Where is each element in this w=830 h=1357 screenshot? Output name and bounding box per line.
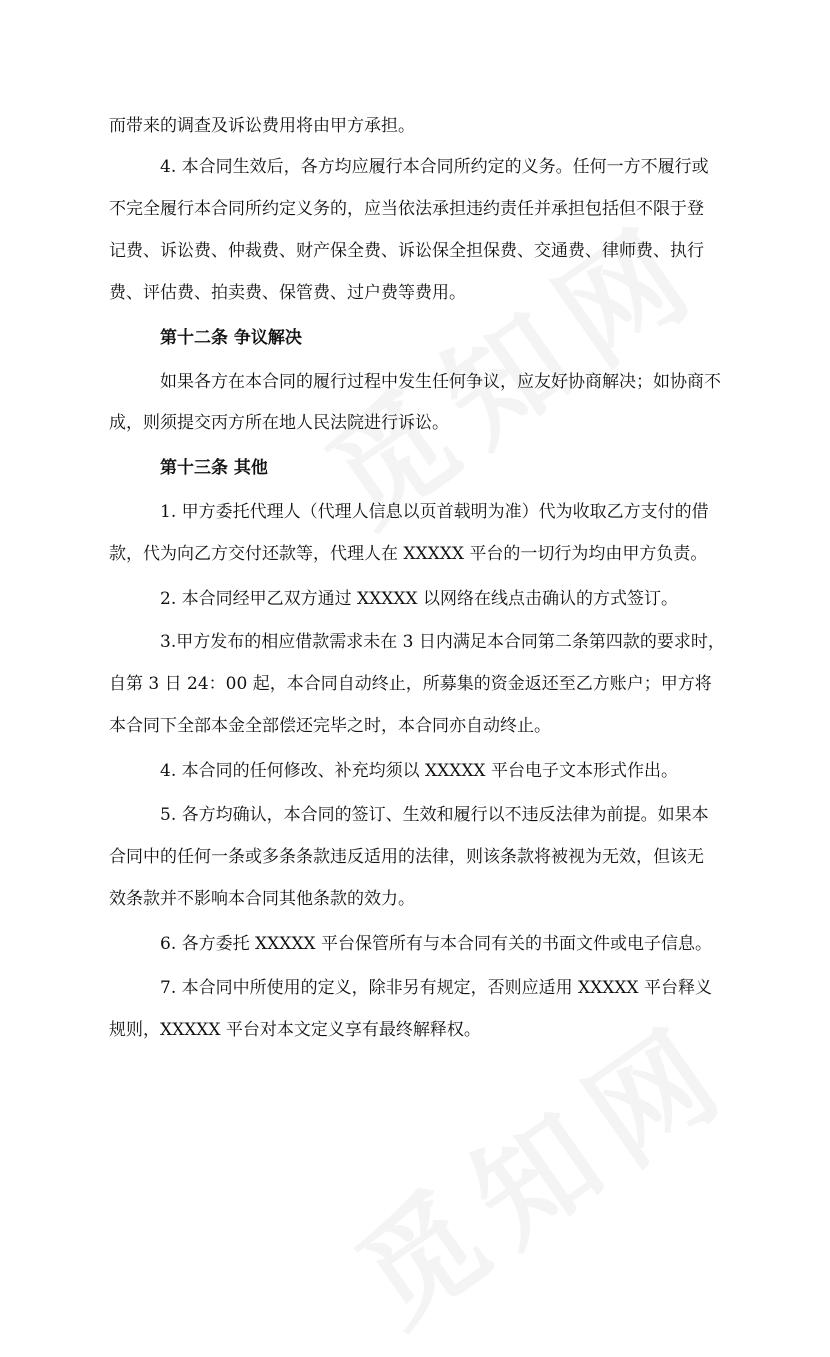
paragraph-line: 2. 本合同经甲乙双方通过 XXXXX 以网络在线点击确认的方式签订。 xyxy=(160,589,678,609)
paragraph-line: 本合同下全部本金全部偿还完毕之时，本合同亦自动终止。 xyxy=(109,716,551,736)
paragraph-line: 效条款并不影响本合同其他条款的效力。 xyxy=(109,889,415,909)
paragraph-line: 6. 各方委托 XXXXX 平台保管所有与本合同有关的书面文件或电子信息。 xyxy=(160,934,712,954)
paragraph-line: 自第 3 日 24：00 起，本合同自动终止，所募集的资金返还至乙方账户；甲方将 xyxy=(109,674,712,694)
paragraph-line: 5. 各方均确认，本合同的签订、生效和履行以不违反法律为前提。如果本 xyxy=(160,805,709,825)
paragraph-line: 记费、诉讼费、仲裁费、财产保全费、诉讼保全担保费、交通费、律师费、执行 xyxy=(109,241,704,261)
paragraph-line: 7. 本合同中所使用的定义，除非另有规定，否则应适用 XXXXX 平台释义 xyxy=(160,978,712,998)
paragraph-line: 费、评估费、拍卖费、保管费、过户费等费用。 xyxy=(109,283,466,303)
section-heading: 第十二条 争议解决 xyxy=(160,328,302,348)
paragraph-line: 合同中的任何一条或多条条款违反适用的法律，则该条款将被视为无效，但该无 xyxy=(109,847,704,867)
paragraph-line: 3.甲方发布的相应借款需求未在 3 日内满足本合同第二条第四款的要求时， xyxy=(160,632,725,652)
section-heading: 第十三条 其他 xyxy=(160,458,268,478)
paragraph-line: 而带来的调查及诉讼费用将由甲方承担。 xyxy=(109,116,415,136)
paragraph-line: 4. 本合同的任何修改、补充均须以 XXXXX 平台电子文本形式作出。 xyxy=(160,761,678,781)
paragraph-line: 规则，XXXXX 平台对本文定义享有最终解释权。 xyxy=(109,1020,481,1040)
paragraph-line: 款，代为向乙方交付还款等，代理人在 XXXXX 平台的一切行为均由甲方负责。 xyxy=(109,544,708,564)
paragraph-line: 4. 本合同生效后，各方均应履行本合同所约定的义务。任何一方不履行或 xyxy=(160,157,709,177)
paragraph-line: 成，则须提交丙方所在地人民法院进行诉讼。 xyxy=(109,413,449,433)
paragraph-line: 如果各方在本合同的履行过程中发生任何争议，应友好协商解决；如协商不 xyxy=(160,372,721,392)
paragraph-line: 1. 甲方委托代理人（代理人信息以页首载明为准）代为收取乙方支付的借 xyxy=(160,502,709,522)
paragraph-line: 不完全履行本合同所约定义务的，应当依法承担违约责任并承担包括但不限于登 xyxy=(109,199,704,219)
